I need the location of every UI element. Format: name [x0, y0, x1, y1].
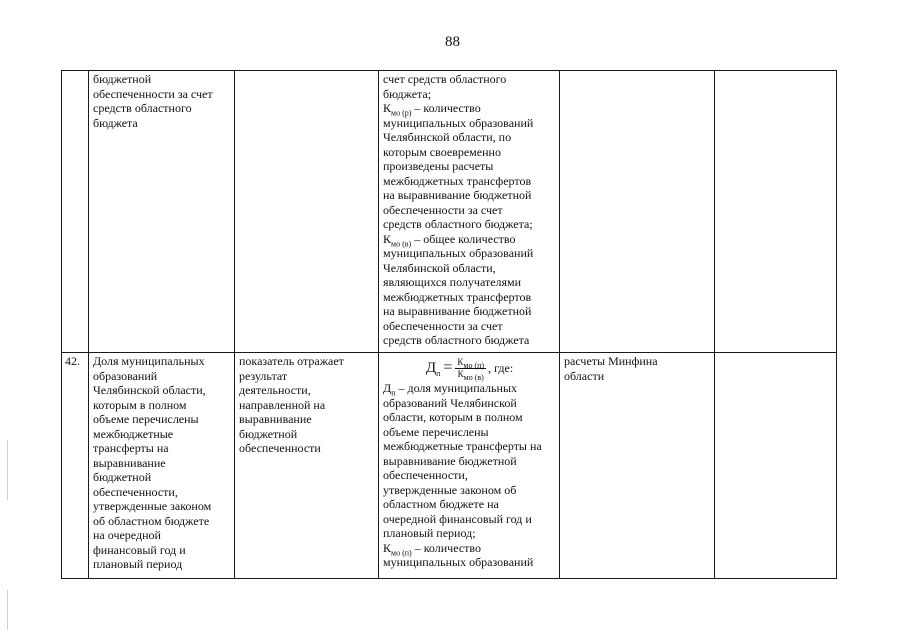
indicator-name-text: Доля муниципальных образований Челябинской области, которым в полном объеме перечислены межбюджетные трансферты на выравнивание бюджетной обеспеченности, утвержденные законом об областном бюджете на очередной финансовый год и плановый период: [93, 354, 212, 571]
method-text-1: $Д_п$ – доля муниципальных образований Челябинской области, которым в полном объеме перечислены межбюджетные трансферты на выравнивание бюджетной обеспеченности, утвержденные законом об областном бюджете на очередной финансовый год и плановый период;: [383, 381, 542, 540]
page-number: 88: [445, 34, 460, 50]
method-text-3: $К_{мо (в)}$ – общее количество муниципальных образований Челябинской области, являющихся получателями межбюджетных трансфертов на выравнивание бюджетной обеспеченности за счет средств областного бюджета: [383, 231, 534, 347]
formula-fraction: [455, 357, 486, 380]
left-edge-mark-lower: [7, 590, 8, 630]
indicators-table: [61, 70, 837, 579]
indicator-description-cell: [235, 353, 379, 579]
row-number-cell: 42.: [62, 353, 89, 579]
indicator-name-cell: [89, 353, 235, 579]
left-edge-mark: [7, 440, 8, 500]
indicator-description-text: показатель отражает результат деятельности, направленной на выравнивание бюджетной обеспеченности: [239, 354, 344, 455]
indicator-name-cell: [89, 71, 235, 353]
formula-equals: =: [443, 358, 453, 376]
calculation-method-cell: [379, 353, 560, 579]
data-source-cell: [560, 71, 715, 353]
table-row-42: [62, 353, 837, 579]
extra-cell: [715, 71, 837, 353]
formula-lhs: $Д_п$: [425, 359, 441, 378]
formula-denominator: $К_{мо (в)}$: [457, 368, 484, 382]
formula-tail: , где:: [488, 360, 514, 375]
extra-cell: [715, 353, 837, 579]
formula-numerator: $К_{мо (п)}$: [457, 356, 485, 370]
row-number-cell: [62, 71, 89, 353]
method-text-2: $К_{мо (р)}$ – количество муниципальных образований Челябинской области, по которым своевременно произведены расчеты межбюджетных трансфертов на выравнивание бюджетной обеспеченности за счет средств областного бюджета;: [383, 101, 534, 231]
method-text-1: счет средств областного бюджета;: [383, 72, 507, 101]
indicator-name-text: бюджетной обеспеченности за счет средств областного бюджета: [93, 72, 213, 130]
data-source-cell: [560, 353, 715, 579]
calculation-method-cell: [379, 71, 560, 353]
method-text-2: $К_{мо (п)}$ – количество муниципальных образований: [383, 540, 534, 569]
table-row-continued: [62, 71, 837, 353]
indicator-description-cell: [235, 71, 379, 353]
data-source-text: расчеты Минфина области: [564, 354, 658, 383]
share-formula: [383, 355, 556, 381]
